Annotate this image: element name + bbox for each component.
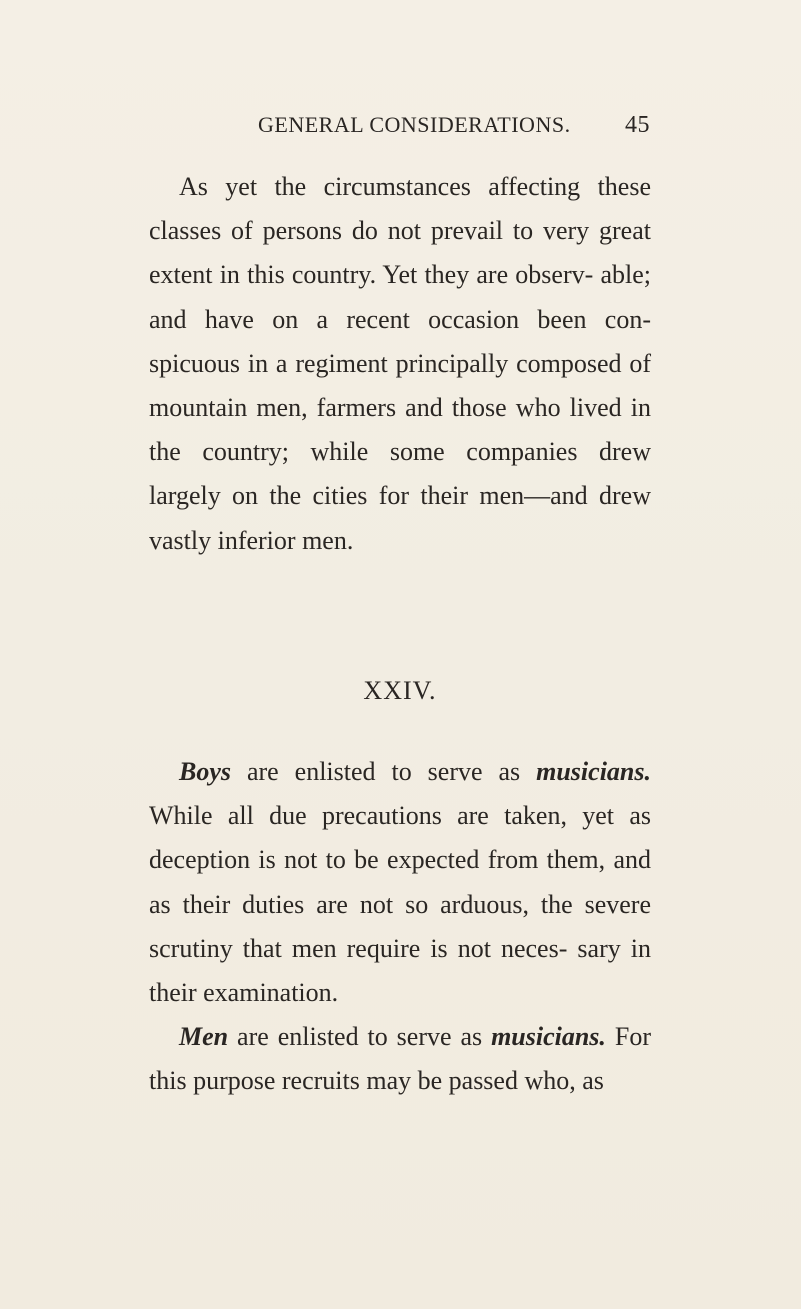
paragraph-2-part-1: are enlisted to serve as — [231, 757, 537, 786]
paragraph-3-part-1: are enlisted to serve as — [228, 1022, 492, 1051]
paragraph-1 — [149, 165, 651, 563]
paragraph-3-text — [149, 1015, 651, 1103]
paragraph-2-part-2: While all due precautions are taken, yet as deception is not to be expected from them, and as their duties are not so arduous, the severe scrutiny that men require is not neces- sary in their examination. — [149, 801, 651, 1008]
running-title: GENERAL CONSIDERATIONS. — [258, 112, 571, 137]
paragraph-3-part-2: For this purpose recruits may be passed who, as — [149, 1022, 651, 1096]
page-number: 45 — [625, 112, 650, 138]
paragraph-1-text: As yet the circumstances affecting these classes of persons do not prevail to very great extent in this country. Yet they are observ- able; and have on a recent occasion been con- spicuous in a regiment principally composed of mountain men, farmers and those who lived in the country; while some companies drew largely on the cities for their men—and drew vastly inferior men. — [149, 172, 651, 555]
paragraph-3-lead-emphasis: Men — [179, 1022, 229, 1051]
paragraph-2-text — [149, 750, 651, 1015]
paragraph-3-emphasis-musicians: musicians. — [491, 1022, 606, 1051]
paragraph-3 — [149, 1015, 651, 1103]
paragraph-2 — [149, 750, 651, 1015]
page-header — [150, 112, 650, 142]
section-heading: XXIV. — [363, 676, 437, 705]
paragraph-2-emphasis-musicians: musicians. — [536, 757, 651, 786]
paragraph-2-lead-emphasis: Boys — [179, 757, 231, 786]
